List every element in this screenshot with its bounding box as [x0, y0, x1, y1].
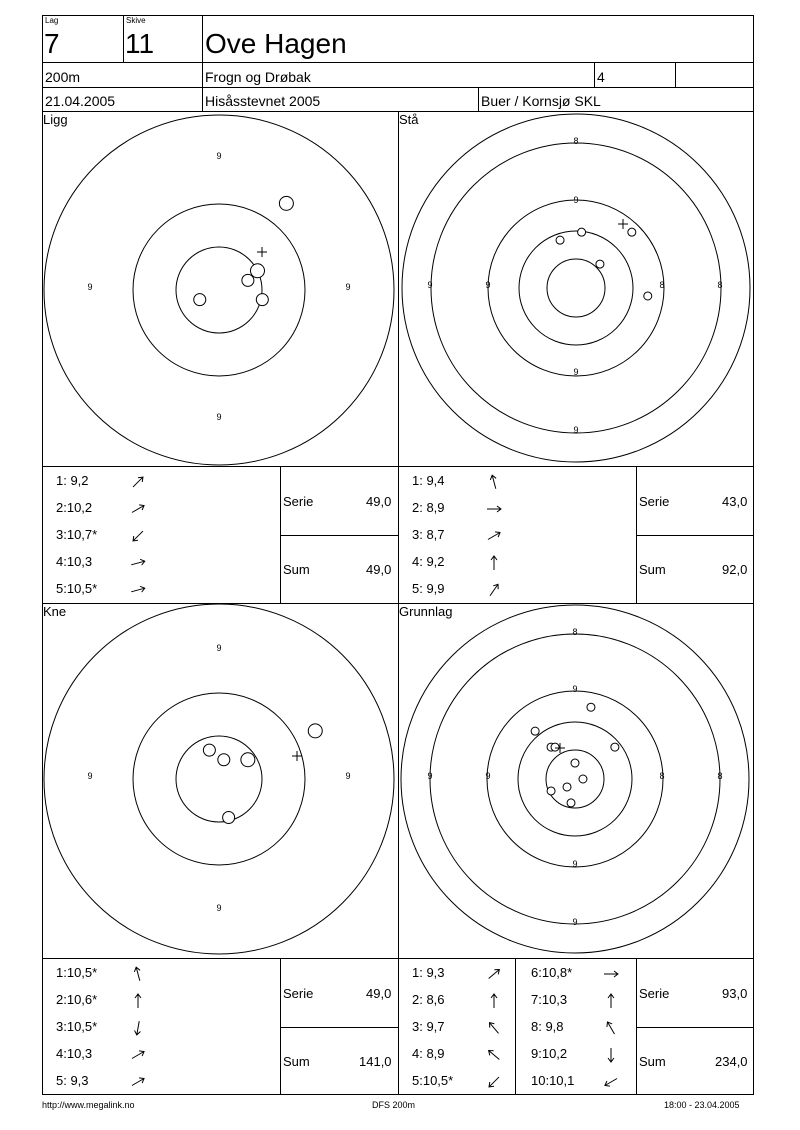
sum-value-kne: 141,0	[359, 1054, 392, 1069]
shot-score: 3:10,5*	[56, 1019, 98, 1034]
shot-row	[531, 965, 621, 982]
sum-label-grunnlag: Sum	[639, 1054, 666, 1069]
target-kne	[42, 603, 399, 959]
shot-score: 3: 8,7	[412, 527, 445, 542]
shot-hole	[279, 196, 293, 210]
shot-score: 6:10,8*	[531, 965, 573, 980]
ring-label: 9	[87, 282, 93, 292]
direction-arrow-icon	[601, 993, 621, 1009]
shot-row	[412, 1019, 504, 1036]
sum-value-grunnlag: 234,0	[715, 1054, 748, 1069]
direction-arrow-icon	[601, 966, 621, 982]
center-mark-icon	[257, 247, 267, 257]
shot-row	[531, 992, 621, 1009]
shot-row	[412, 965, 504, 982]
shot-row	[412, 473, 504, 490]
ring-label: 8	[659, 280, 665, 290]
target-label-ligg: Ligg	[43, 112, 68, 127]
direction-arrow-icon	[601, 1074, 621, 1090]
ring-label: 9	[216, 151, 222, 161]
date: 21.04.2005	[45, 93, 116, 109]
shot-hole	[223, 812, 235, 824]
shot-score: 3: 9,7	[412, 1019, 445, 1034]
ring-1	[430, 634, 723, 924]
shot-hole	[563, 783, 571, 791]
shot-score: 2:10,6*	[56, 992, 98, 1007]
shot-hole	[531, 727, 539, 735]
event: Hisåsstevnet 2005	[205, 93, 321, 109]
serie-value-ligg: 49,0	[366, 494, 392, 509]
shot-row	[412, 1046, 504, 1063]
shot-score: 5:10,5*	[412, 1073, 454, 1088]
lag-value: 7	[44, 28, 60, 59]
direction-arrow-icon	[128, 1074, 148, 1090]
ring-label: 8	[717, 280, 723, 290]
shot-score: 2: 8,9	[412, 500, 445, 515]
ring-label: 9	[572, 684, 578, 694]
serie-value-staa: 43,0	[722, 494, 748, 509]
shot-row	[56, 581, 148, 598]
ring-label: 8	[572, 627, 578, 637]
ring-label: 9	[427, 771, 433, 781]
shot-hole	[571, 759, 579, 767]
shot-hole	[256, 294, 268, 306]
ring-label: 9	[216, 643, 222, 653]
direction-arrow-icon	[484, 528, 504, 544]
ring-label: 9	[573, 195, 579, 205]
direction-arrow-icon	[484, 993, 504, 1009]
ring-1	[133, 204, 305, 376]
serie-label-staa: Serie	[639, 494, 670, 509]
shot-row	[56, 992, 148, 1009]
direction-arrow-icon	[128, 966, 148, 982]
header-cell-class	[594, 62, 676, 88]
shot-score: 9:10,2	[531, 1046, 568, 1061]
ring-2	[487, 691, 663, 867]
target-staa	[398, 111, 754, 467]
direction-arrow-icon	[601, 1047, 621, 1063]
shot-score: 1: 9,3	[412, 965, 445, 980]
ring-0	[44, 604, 394, 954]
ring-label: 8	[659, 771, 665, 781]
serie-label-kne: Serie	[283, 986, 314, 1001]
ring-label: 8	[573, 136, 579, 146]
shot-hole	[556, 236, 564, 244]
shot-hole	[547, 787, 555, 795]
direction-arrow-icon	[128, 474, 148, 490]
serie-value-kne: 49,0	[366, 986, 392, 1001]
skive-label: Skive	[126, 16, 146, 25]
shot-hole	[242, 274, 254, 286]
direction-arrow-icon	[484, 501, 504, 517]
direction-arrow-icon	[601, 1020, 621, 1036]
target-label-staa: Stå	[399, 112, 419, 127]
lag-label: Lag	[45, 16, 59, 25]
sum-label-staa: Sum	[639, 562, 666, 577]
shot-hole	[241, 753, 255, 767]
distance: 200m	[45, 69, 81, 85]
ring-label: 9	[485, 771, 491, 781]
class: 4	[597, 69, 605, 85]
shot-row	[412, 554, 504, 571]
direction-arrow-icon	[128, 555, 148, 571]
ring-1	[133, 693, 305, 865]
shot-row	[56, 1046, 148, 1063]
shot-score: 4:10,3	[56, 554, 93, 569]
shot-row	[531, 1073, 621, 1090]
shooter-name: Ove Hagen	[205, 28, 347, 59]
direction-arrow-icon	[484, 966, 504, 982]
skive-value: 11	[125, 28, 155, 59]
shot-row	[531, 1046, 621, 1063]
shot-hole	[628, 228, 636, 236]
shot-row	[56, 1073, 148, 1090]
shot-row	[56, 554, 148, 571]
sum-label-ligg: Sum	[283, 562, 310, 577]
serie-value-grunnlag: 93,0	[722, 986, 748, 1001]
ring-2	[176, 247, 262, 333]
ring-2	[488, 200, 664, 376]
target-ligg	[42, 111, 399, 467]
ring-0	[402, 114, 750, 462]
ring-2	[176, 736, 262, 822]
sum-value-staa: 92,0	[722, 562, 748, 577]
shot-hole	[251, 264, 265, 278]
shot-score: 1: 9,2	[56, 473, 89, 488]
ring-label: 9	[87, 771, 93, 781]
ring-0	[401, 605, 749, 953]
ring-label: 9	[573, 425, 579, 435]
shot-score: 1:10,5*	[56, 965, 98, 980]
direction-arrow-icon	[128, 582, 148, 598]
header-cell-empty	[675, 62, 754, 88]
shot-hole	[551, 743, 559, 751]
shot-score: 8: 9,8	[531, 1019, 564, 1034]
location: Buer / Kornsjø SKL	[481, 93, 601, 109]
shot-hole	[578, 228, 586, 236]
serie-label-grunnlag: Serie	[639, 986, 670, 1001]
sum-label-kne: Sum	[283, 1054, 310, 1069]
ring-label: 9	[345, 771, 351, 781]
direction-arrow-icon	[484, 474, 504, 490]
shot-score: 2:10,2	[56, 500, 93, 515]
shot-row	[412, 1073, 504, 1090]
direction-arrow-icon	[484, 1047, 504, 1063]
shot-hole	[644, 292, 652, 300]
shot-score: 10:10,1	[531, 1073, 575, 1088]
shot-score: 7:10,3	[531, 992, 568, 1007]
ring-label: 9	[345, 282, 351, 292]
ring-label: 9	[427, 280, 433, 290]
footer-center: DFS 200m	[372, 1100, 416, 1110]
ring-label: 8	[717, 771, 723, 781]
shot-score: 4: 8,9	[412, 1046, 445, 1061]
direction-arrow-icon	[128, 528, 148, 544]
shot-score: 5: 9,9	[412, 581, 445, 596]
ring-label: 9	[485, 280, 491, 290]
serie-label-ligg: Serie	[283, 494, 314, 509]
shot-score: 4: 9,2	[412, 554, 445, 569]
target-label-grunnlag: Grunnlag	[399, 604, 453, 619]
shot-row	[56, 965, 148, 982]
shot-hole	[194, 294, 206, 306]
shot-row	[56, 500, 148, 517]
footer-url: http://www.megalink.no	[42, 1100, 135, 1110]
ring-3	[519, 231, 633, 345]
shot-hole	[611, 743, 619, 751]
shot-row	[412, 527, 504, 544]
shot-hole	[587, 703, 595, 711]
direction-arrow-icon	[484, 582, 504, 598]
shot-row	[412, 500, 504, 517]
target-grunnlag	[398, 603, 754, 959]
shot-hole	[218, 754, 230, 766]
ring-label: 9	[573, 367, 579, 377]
shot-hole	[203, 744, 215, 756]
shot-score: 3:10,7*	[56, 527, 98, 542]
shot-score: 4:10,3	[56, 1046, 93, 1061]
shot-row	[412, 581, 504, 598]
target-label-kne: Kne	[43, 604, 67, 619]
shot-score: 5: 9,3	[56, 1073, 89, 1088]
ring-label: 9	[216, 903, 222, 913]
shot-hole	[596, 260, 604, 268]
ring-4	[547, 259, 605, 317]
direction-arrow-icon	[128, 1020, 148, 1036]
shot-row	[531, 1019, 621, 1036]
direction-arrow-icon	[484, 1074, 504, 1090]
direction-arrow-icon	[128, 1047, 148, 1063]
ring-label: 9	[216, 412, 222, 422]
shot-score: 2: 8,6	[412, 992, 445, 1007]
ring-label: 9	[572, 859, 578, 869]
shot-hole	[579, 775, 587, 783]
club: Frogn og Drøbak	[205, 69, 311, 85]
shot-row	[56, 527, 148, 544]
shot-hole	[567, 799, 575, 807]
direction-arrow-icon	[484, 1020, 504, 1036]
ring-label: 9	[572, 917, 578, 927]
shot-row	[56, 473, 148, 490]
sum-value-ligg: 49,0	[366, 562, 392, 577]
shot-score: 1: 9,4	[412, 473, 445, 488]
shot-row	[412, 992, 504, 1009]
ring-1	[431, 143, 721, 433]
direction-arrow-icon	[128, 501, 148, 517]
ring-3	[518, 722, 632, 836]
center-mark-icon	[618, 219, 628, 229]
shot-hole	[308, 724, 322, 738]
shot-row	[56, 1019, 148, 1036]
direction-arrow-icon	[128, 993, 148, 1009]
footer-timestamp: 18:00 - 23.04.2005	[664, 1100, 740, 1110]
shot-score: 5:10,5*	[56, 581, 98, 596]
direction-arrow-icon	[484, 555, 504, 571]
